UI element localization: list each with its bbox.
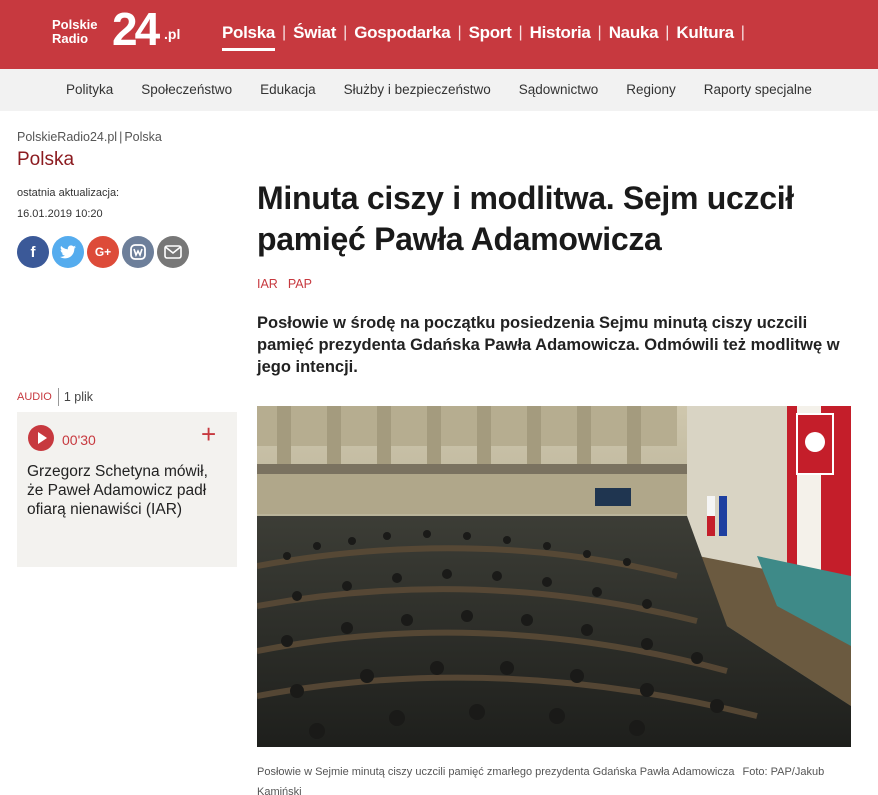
logo-suffix: .pl (164, 26, 181, 42)
sejm-chamber-image (257, 406, 851, 747)
sub-nav (66, 82, 840, 97)
breadcrumb (17, 130, 162, 144)
logo-text (52, 18, 98, 46)
twitter-icon[interactable] (52, 236, 84, 268)
breadcrumb-separator: | (119, 130, 123, 144)
logo-number: 24 (112, 3, 158, 55)
wykop-glyph-icon (129, 243, 147, 261)
article-headline: Minuta ciszy i modlitwa. Sejm uczcił pamięć Pawła Adamowicza (257, 180, 794, 257)
google-plus-icon[interactable]: G+ (87, 236, 119, 268)
share-buttons (17, 236, 189, 268)
caption-text: Posłowie w Sejmie minutą ciszy uczcili pamięć zmarłego prezydenta Gdańska Pawła Adamowicza (257, 766, 735, 778)
subnav-regiony[interactable]: Regiony (626, 82, 676, 97)
nav-gospodarka[interactable]: Gospodarka (354, 23, 451, 42)
subnav-polityka[interactable]: Polityka (66, 82, 114, 97)
nav-separator: | (343, 24, 348, 41)
audio-divider (58, 388, 59, 406)
nav-sport[interactable]: Sport (468, 23, 512, 42)
audio-tag: AUDIO (17, 391, 52, 403)
nav-separator: | (282, 24, 287, 41)
audio-duration: 00'30 (62, 432, 96, 448)
nav-polska[interactable]: Polska (222, 23, 276, 42)
breadcrumb-home[interactable]: PolskieRadio24.pl (17, 130, 118, 144)
article-sources (257, 277, 312, 291)
mail-icon[interactable] (157, 236, 189, 268)
nav-separator: | (665, 24, 670, 41)
audio-player-card (17, 412, 237, 567)
facebook-icon[interactable]: f (17, 236, 49, 268)
photo-caption (257, 762, 857, 795)
envelope-icon (164, 245, 182, 259)
update-label: ostatnia aktualizacja: (17, 187, 120, 199)
nav-separator: | (597, 24, 602, 41)
nav-nauka[interactable]: Nauka (608, 23, 659, 42)
subnav-sadownictwo[interactable]: Sądownictwo (518, 82, 599, 97)
nav-historia[interactable]: Historia (529, 23, 591, 42)
article-lead: Posłowie w środę na początku posiedzenia Sejmu minutą ciszy uczcili pamięć prezydenta Gdańska Pawła Adamowicza. Odmówili też modlitwę w jego intencji. (257, 314, 840, 376)
nav-kultura[interactable]: Kultura (676, 23, 734, 42)
main-nav (222, 22, 752, 44)
nav-separator: | (518, 24, 523, 41)
twitter-bird-icon (60, 245, 76, 259)
nav-swiat[interactable]: Świat (293, 23, 337, 42)
logo-line2: Radio (52, 31, 89, 46)
nav-separator: | (740, 24, 745, 41)
wykop-icon[interactable] (122, 236, 154, 268)
audio-count: 1 plik (63, 390, 94, 404)
subnav-spoleczenstwo[interactable]: Społeczeństwo (141, 82, 233, 97)
source-tag[interactable]: PAP (287, 277, 312, 291)
play-icon[interactable] (28, 425, 54, 451)
audio-title[interactable]: Grzegorz Schetyna mówił, że Paweł Adamowicz padł ofiarą nienawiści (IAR) (27, 463, 208, 518)
logo-line1: Polskie (52, 17, 98, 32)
photo-credit: Foto: PAP/Jakub Kamiński (257, 766, 825, 795)
section-title[interactable]: Polska (17, 149, 75, 170)
site-logo[interactable] (52, 3, 182, 56)
top-header (0, 0, 878, 69)
nav-separator: | (457, 24, 462, 41)
sub-nav-bar (0, 69, 878, 111)
audio-header (17, 388, 93, 406)
update-date: 16.01.2019 10:20 (17, 208, 103, 220)
breadcrumb-section[interactable]: Polska (124, 130, 162, 144)
subnav-sluzby[interactable]: Służby i bezpieczeństwo (343, 82, 491, 97)
article-photo[interactable] (257, 406, 851, 747)
subnav-raporty[interactable]: Raporty specjalne (703, 82, 812, 97)
add-to-playlist-icon[interactable]: + (201, 419, 217, 449)
source-tag[interactable]: IAR (257, 277, 278, 291)
subnav-edukacja[interactable]: Edukacja (260, 82, 316, 97)
